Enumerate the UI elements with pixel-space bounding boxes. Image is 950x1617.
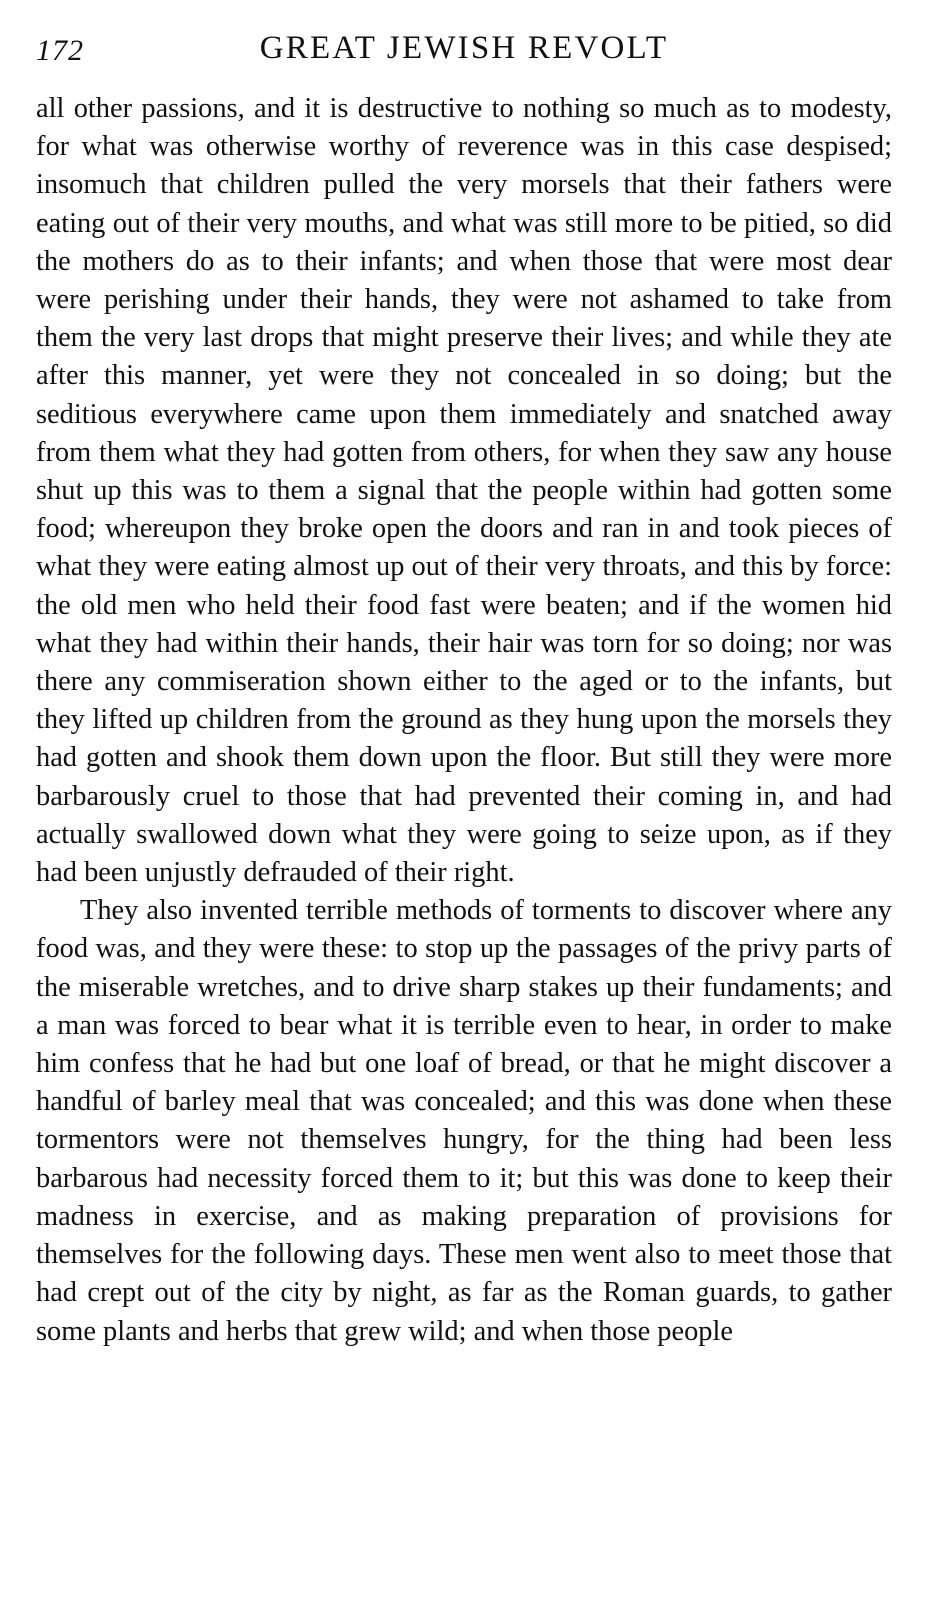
running-title: GREAT JEWISH REVOLT: [259, 30, 669, 66]
body-text: [36, 90, 892, 1351]
paragraph: all other passions, and it is destructive to nothing so much as to modesty, for what was otherwise worthy of reverence was in this case despised; insomuch that children pulled the very morsels that their fathers were eating out of their very mouths, and what was still more to be pitied, so did the mothers do as to their infants; and when those that were most dear were perishing under their hands, they were not ashamed to take from them the very last drops that might preserve their lives; and while they ate after this manner, yet were they not concealed in so doing; but the seditious everywhere came upon them immediately and snatched away from them what they had gotten from others, for when they saw any house shut up this was to them a signal that the people within had gotten some food; whereupon they broke open the doors and ran in and took pieces of what they were eating almost up out of their very throats, and this by force: the old men who held their food fast were beaten; and if the women hid what they had within their hands, their hair was torn for so doing; nor was there any commiseration shown either to the aged or to the infants, but they lifted up children from the ground as they hung upon the morsels they had gotten and shook them down upon the floor. But still they were more barbarously cruel to those that had prevented their coming in, and had actually swallowed down what they were going to seize upon, as if they had been unjustly defrauded of their right.: [36, 93, 892, 889]
page-number: 172: [36, 34, 84, 67]
page-header: [36, 22, 892, 80]
paragraph: They also invented terrible methods of torments to discover where any food was, and they were these: to stop up the passages of the privy parts of the miserable wretches, and to drive sharp stakes up their fundaments; and a man was forced to bear what it is terrible even to hear, in order to make him confess that he had but one loaf of bread, or that he might discover a handful of barley meal that was concealed; and this was done when these tormentors were not themselves hungry, for the thing had been less barbarous had necessity forced them to it; but this was done to keep their madness in exercise, and as making preparation of provisions for themselves for the following days. These men went also to meet those that had crept out of the city by night, as far as the Roman guards, to gather some plants and herbs that grew wild; and when those people: [36, 895, 892, 1347]
book-page: [36, 22, 892, 1351]
